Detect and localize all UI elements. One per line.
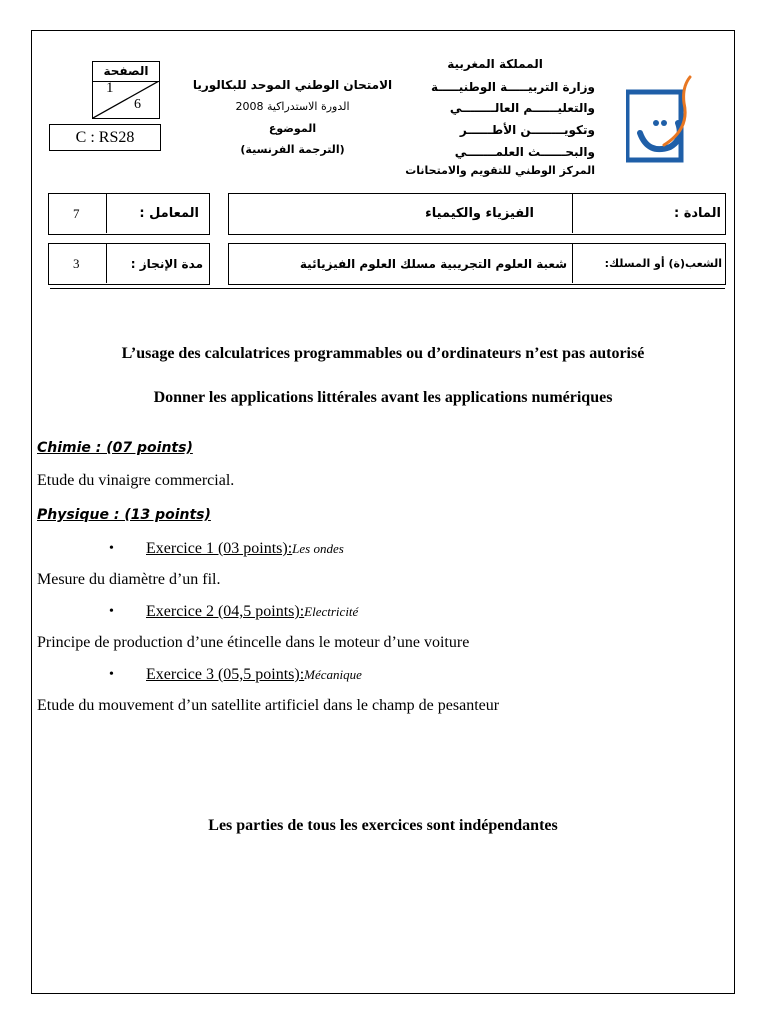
page-number: 1 xyxy=(106,80,114,96)
stream-box xyxy=(228,243,726,285)
header-divider xyxy=(50,288,725,289)
page-box-diagonal xyxy=(93,81,159,118)
exam-code: C : RS28 xyxy=(49,124,161,151)
chimie-text: Etude du vinaigre commercial. xyxy=(37,472,235,489)
exercise-1-title: Exercice 1 (03 points): xyxy=(146,540,293,557)
exercise-2-topic: Electricité xyxy=(304,604,359,619)
duration-box xyxy=(48,243,210,285)
chimie-heading: Chimie : (07 points) xyxy=(37,440,193,456)
ministry-line-1: المملكة المغربية xyxy=(447,57,543,71)
stream-label: الشعب(ة) أو المسلك: xyxy=(604,257,722,270)
coef-label: المعامل : xyxy=(139,206,199,221)
bullet-icon: • xyxy=(109,667,114,682)
exercise-3-description: Etude du mouvement d’un satellite artificiel dans le champ de pesanteur xyxy=(37,697,500,714)
exercise-3-topic: Mécanique xyxy=(304,667,362,682)
subject-value: الفيزياء والكيمياء xyxy=(425,206,534,221)
exercise-2-title: Exercice 2 (04,5 points): xyxy=(146,603,305,620)
exam-title: الامتحان الوطني الموحد للبكالوريا xyxy=(192,78,393,92)
subject-name-label: المادة : xyxy=(673,206,721,221)
ministry-line-2: وزارة التربيـــــة الوطنيـــــة xyxy=(430,80,595,94)
page-number-box xyxy=(92,61,160,119)
exercise-1-heading xyxy=(146,540,344,558)
coef-box xyxy=(48,193,210,235)
subject-box xyxy=(228,193,726,235)
page-label: الصفحة xyxy=(93,62,159,82)
page-total: 6 xyxy=(134,97,141,112)
exercise-2-heading xyxy=(146,603,358,621)
exercise-3-title: Exercice 3 (05,5 points): xyxy=(146,666,305,683)
ministry-logo xyxy=(626,73,692,163)
notice-applications: Donner les applications littérales avant les applications numériques xyxy=(153,389,613,406)
physique-heading: Physique : (13 points) xyxy=(37,507,211,523)
ministry-line-4: وتكويــــــــن الأطــــــر xyxy=(459,123,595,137)
translation-label: (الترجمة الفرنسية) xyxy=(240,143,345,156)
bullet-icon: • xyxy=(109,604,114,619)
duration-value: 3 xyxy=(73,256,80,271)
ministry-line-5: والبحــــــث العلمـــــــي xyxy=(454,145,595,159)
subject-label: الموضوع xyxy=(268,122,317,135)
coef-value: 7 xyxy=(73,206,80,221)
exercise-1-topic: Les ondes xyxy=(292,541,344,556)
session: الدورة الاستدراكية 2008 xyxy=(235,100,350,113)
stream-value: شعبة العلوم التجريبية مسلك العلوم الفيزيائية xyxy=(299,257,567,271)
bullet-icon: • xyxy=(109,541,114,556)
exercise-2-description: Principe de production d’une étincelle dans le moteur d’une voiture xyxy=(37,634,470,651)
ministry-line-6: المركز الوطني للتقويم والامتحانات xyxy=(405,164,595,177)
footer-note: Les parties de tous les exercices sont indépendantes xyxy=(208,817,558,834)
notice-calculators: L’usage des calculatrices programmables ou d’ordinateurs n’est pas autorisé xyxy=(121,345,645,362)
duration-label: مدة الإنجاز : xyxy=(130,257,203,271)
exercise-1-description: Mesure du diamètre d’un fil. xyxy=(37,571,221,588)
ministry-line-3: والتعليــــــم العالــــــــي xyxy=(449,101,595,115)
exercise-3-heading xyxy=(146,666,362,684)
